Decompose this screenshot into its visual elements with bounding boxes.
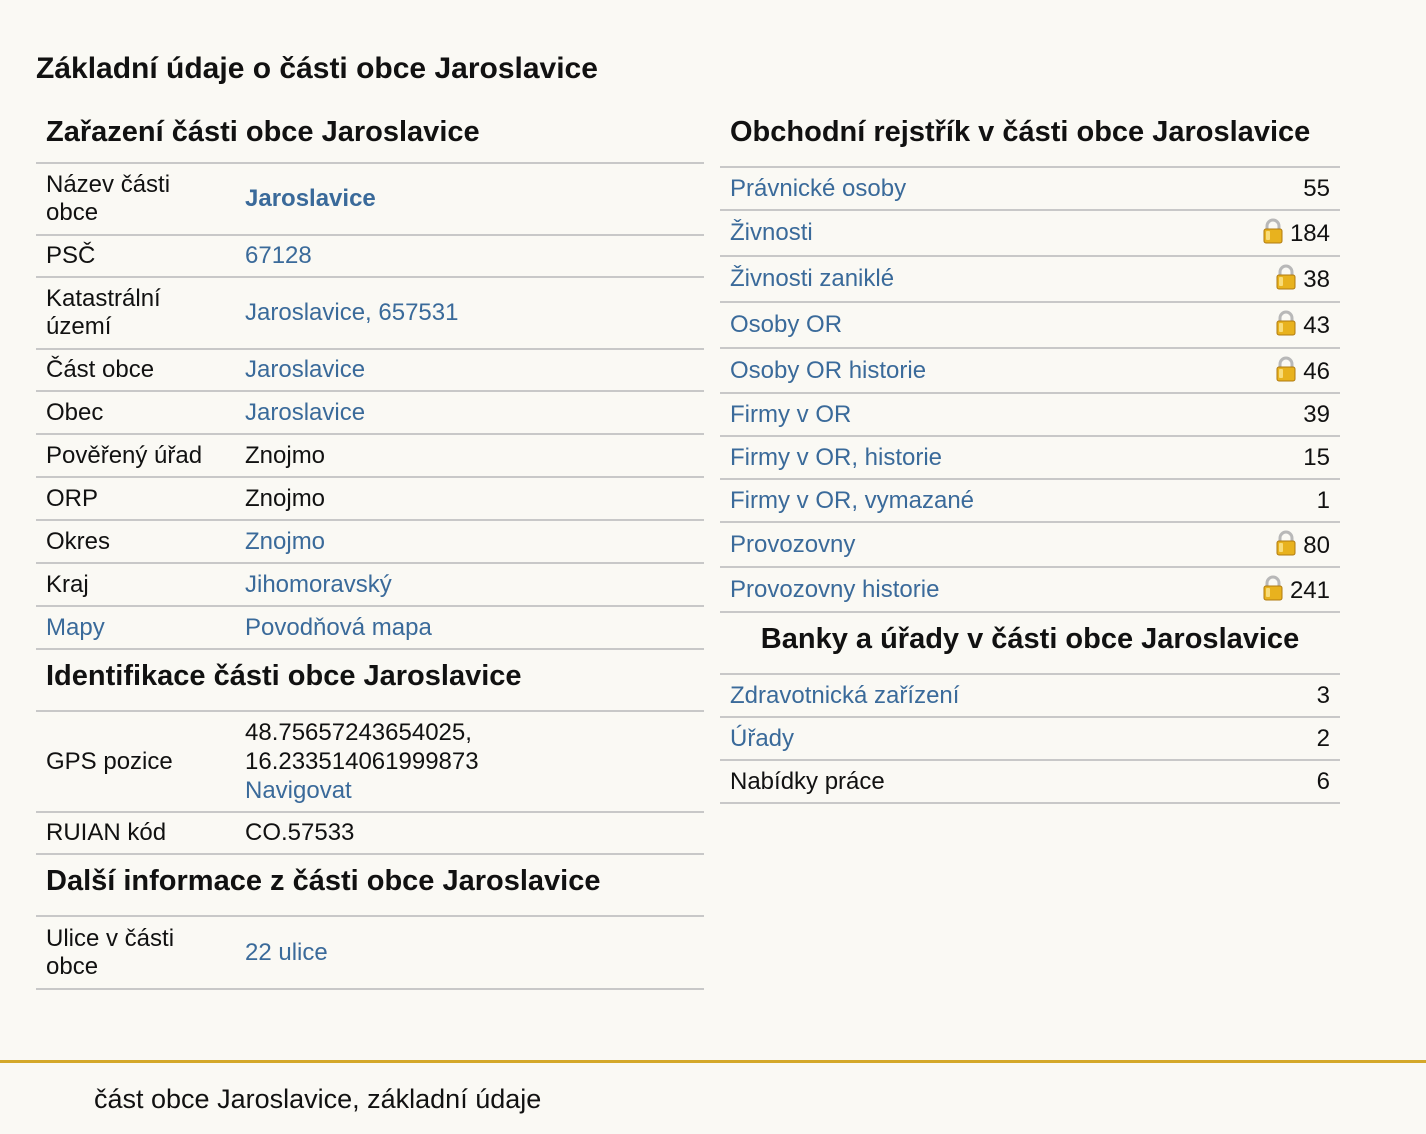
table-row: [36, 812, 704, 854]
table-row: [720, 675, 1340, 717]
table-row: [36, 434, 704, 477]
footer-text: část obce Jaroslavice, základní údaje: [94, 1084, 542, 1114]
table-row: [36, 563, 704, 606]
table-row: [36, 917, 704, 989]
count-pravnicke-osoby: 55: [1185, 168, 1340, 210]
table-row: [720, 436, 1340, 479]
table-row: [36, 235, 704, 277]
left-column: [36, 112, 704, 990]
orp-value: Znojmo: [235, 477, 704, 520]
count-zivnosti-zanikle: 38: [1303, 266, 1330, 293]
row-key-gps: GPS pozice: [36, 712, 235, 812]
lock-icon[interactable]: [1275, 264, 1297, 290]
link-katastr[interactable]: Jaroslavice, 657531: [245, 299, 459, 326]
table-row: [36, 277, 704, 349]
count-firmy-v-or: 39: [1185, 393, 1340, 436]
table-row: [720, 348, 1340, 393]
table-row: [720, 302, 1340, 348]
page-title: Základní údaje o části obce Jaroslavice: [36, 52, 598, 85]
table-row: [720, 760, 1340, 803]
link-firmy-v-or-historie[interactable]: Firmy v OR, historie: [730, 443, 943, 471]
link-urady[interactable]: Úřady: [730, 724, 795, 752]
count-firmy-v-or-vymazane: 1: [1185, 479, 1340, 522]
povereny-urad-value: Znojmo: [235, 434, 704, 477]
link-zivnosti[interactable]: Živnosti: [730, 219, 813, 246]
table-row: [36, 349, 704, 391]
link-nazev-casti[interactable]: Jaroslavice: [245, 185, 376, 212]
table-row: [720, 522, 1340, 567]
link-firmy-v-or-vymazane[interactable]: Firmy v OR, vymazané: [730, 486, 975, 514]
dalsi-table: [36, 917, 704, 990]
count-osoby-or: 43: [1303, 312, 1330, 339]
count-zdravotnicka-zarizeni: 3: [1267, 675, 1340, 717]
row-key-obec: Obec: [36, 391, 235, 434]
navigovat-link[interactable]: Navigovat: [245, 777, 352, 804]
zarazeni-heading: Zařazení části obce Jaroslavice: [36, 112, 704, 164]
identifikace-heading: Identifikace části obce Jaroslavice: [36, 650, 704, 712]
right-column: [720, 112, 1340, 804]
link-cast-obce[interactable]: Jaroslavice: [245, 356, 366, 383]
row-key-orp: ORP: [36, 477, 235, 520]
link-zivnosti-zanikle[interactable]: Živnosti zaniklé: [730, 265, 895, 292]
link-firmy-v-or[interactable]: Firmy v OR: [730, 400, 852, 428]
count-provozovny-historie: 241: [1289, 576, 1330, 604]
banky-heading: Banky a úřady v části obce Jaroslavice: [720, 613, 1340, 675]
banky-table: [720, 675, 1340, 804]
gps-longitude: 16.233514061999873: [245, 748, 479, 775]
row-key-kraj: Kraj: [36, 563, 235, 606]
link-psc[interactable]: 67128: [245, 242, 312, 269]
link-povodnova-mapa[interactable]: Povodňová mapa: [245, 613, 432, 641]
link-ulice[interactable]: 22 ulice: [245, 938, 328, 966]
table-row: [720, 717, 1340, 760]
table-row: [720, 393, 1340, 436]
table-row: [36, 712, 704, 812]
table-row: [720, 256, 1340, 302]
row-key-psc: PSČ: [36, 235, 235, 277]
lock-icon[interactable]: [1275, 356, 1297, 382]
row-key-ulice: Ulice v části obce: [36, 917, 235, 989]
table-row: [36, 477, 704, 520]
link-provozovny[interactable]: Provozovny: [730, 530, 856, 558]
gps-latitude: 48.75657243654025,: [245, 719, 472, 746]
count-zivnosti: 184: [1289, 220, 1330, 247]
count-osoby-or-historie: 46: [1303, 357, 1330, 385]
lock-icon[interactable]: [1275, 530, 1297, 556]
lock-icon[interactable]: [1275, 310, 1297, 336]
link-osoby-or-historie[interactable]: Osoby OR historie: [730, 356, 927, 384]
row-key-ruian: RUIAN kód: [36, 812, 235, 854]
footer-divider: [0, 1060, 1426, 1063]
table-row: [36, 391, 704, 434]
row-key-nazev: Název části obce: [36, 164, 235, 235]
link-osoby-or[interactable]: Osoby OR: [730, 311, 843, 338]
link-okres[interactable]: Znojmo: [245, 527, 326, 555]
row-key-okres: Okres: [36, 520, 235, 563]
table-row: [720, 567, 1340, 612]
ruian-value: CO.57533: [235, 812, 704, 854]
table-row: [36, 164, 704, 235]
dalsi-heading: Další informace z části obce Jaroslavice: [36, 855, 704, 917]
table-row: [720, 210, 1340, 256]
row-key-cast-obce: Část obce: [36, 349, 235, 391]
link-kraj[interactable]: Jihomoravský: [245, 570, 392, 598]
table-row: [36, 606, 704, 649]
zarazeni-table: [36, 164, 704, 650]
link-zdravotnicka-zarizeni[interactable]: Zdravotnická zařízení: [730, 681, 960, 709]
rejstrik-table: [720, 168, 1340, 613]
count-provozovny: 80: [1303, 531, 1330, 559]
row-key-povereny-urad: Pověřený úřad: [36, 434, 235, 477]
rejstrik-heading: Obchodní rejstřík v části obce Jaroslavice: [720, 112, 1340, 168]
lock-icon[interactable]: [1262, 218, 1284, 244]
table-row: [720, 168, 1340, 210]
lock-icon[interactable]: [1262, 575, 1284, 601]
identifikace-table: [36, 712, 704, 855]
count-urady: 2: [1267, 717, 1340, 760]
link-mapy[interactable]: Mapy: [46, 613, 105, 641]
link-obec[interactable]: Jaroslavice: [245, 398, 366, 426]
table-row: [720, 479, 1340, 522]
table-row: [36, 520, 704, 563]
count-firmy-v-or-historie: 15: [1185, 436, 1340, 479]
link-provozovny-historie[interactable]: Provozovny historie: [730, 575, 940, 603]
link-pravnicke-osoby[interactable]: Právnické osoby: [730, 174, 907, 202]
nabidky-prace-label: Nabídky práce: [720, 760, 1267, 803]
row-key-katastr: Katastrální území: [36, 277, 235, 349]
count-nabidky-prace: 6: [1267, 760, 1340, 803]
